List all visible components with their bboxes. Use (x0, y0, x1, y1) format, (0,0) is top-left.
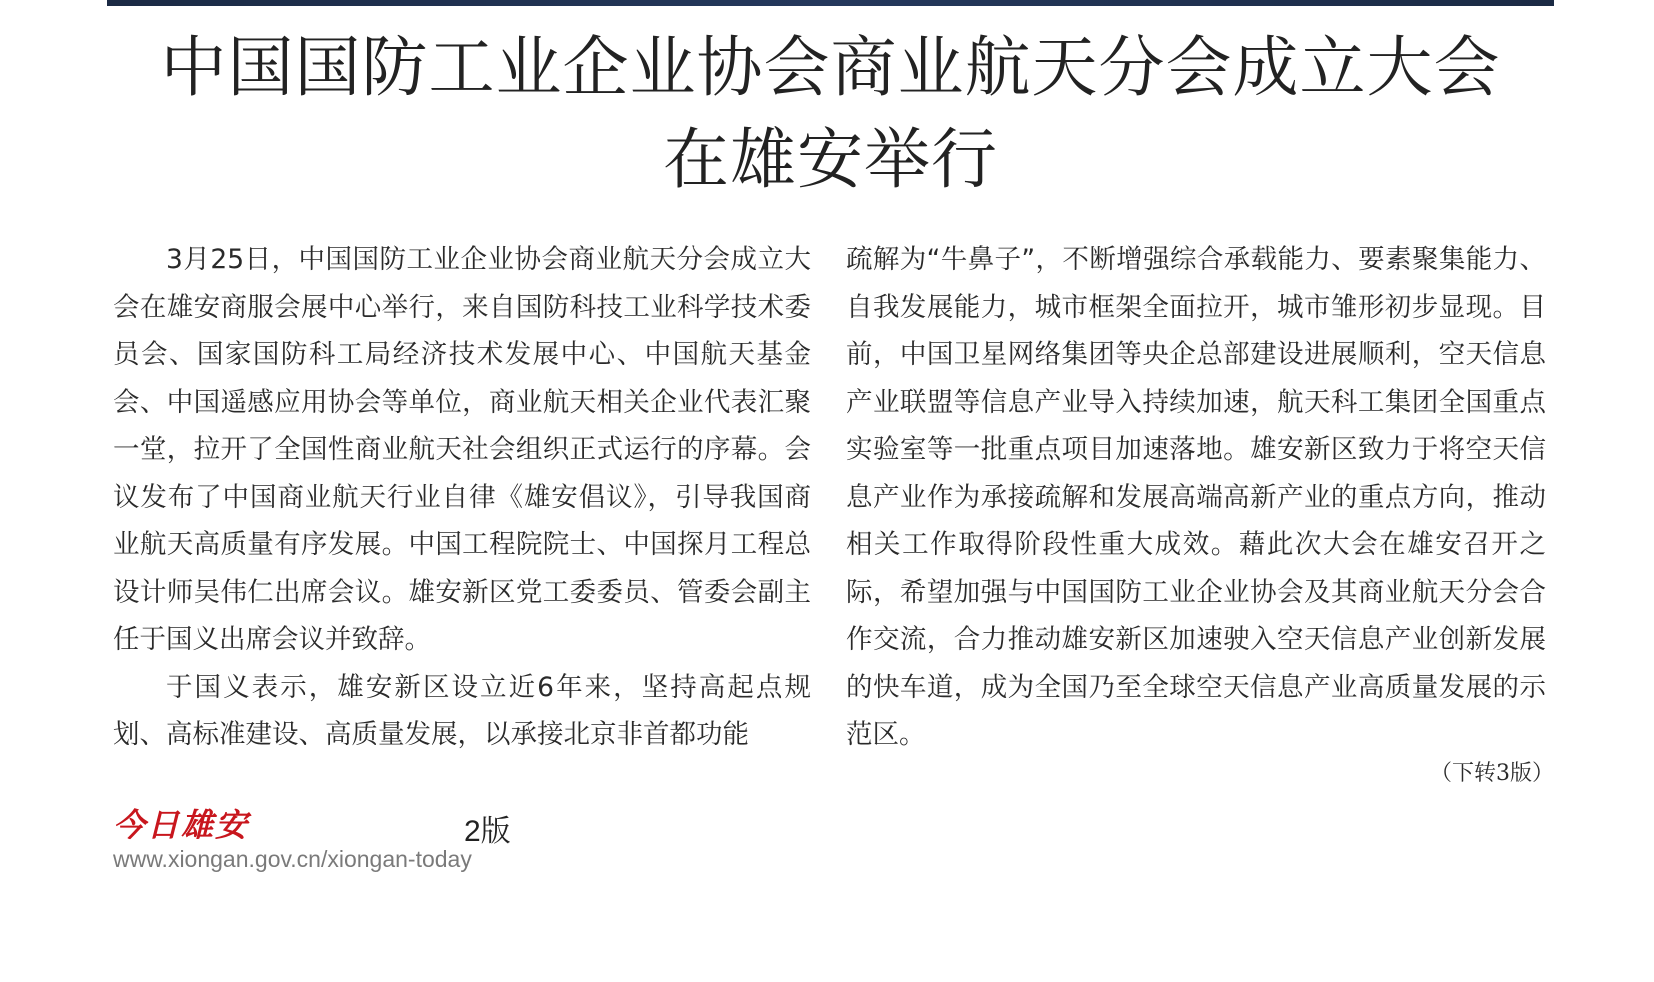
article-column-right (846, 236, 1546, 759)
article-headline (107, 22, 1554, 206)
paragraph-1: 3月25日，中国国防工业企业协会商业航天分会成立大会在雄安商服会展中心举行，来自国防科技工业科学技术委员会、国家国防科工局经济技术发展中心、中国航天基金会、中国遥感应用协会等单位，商业航天相关企业代表汇聚一堂，拉开了全国性商业航天社会组织正式运行的序幕。会议发布了中国商业航天行业自律《雄安倡议》，引导我国商业航天高质量有序发展。中国工程院院士、中国探月工程总设计师吴伟仁出席会议。雄安新区党工委委员、管委会副主任于国义出席会议并致辞。 (113, 244, 811, 655)
paragraph-2-continued: 疏解为“牛鼻子”，不断增强综合承载能力、要素聚集能力、自我发展能力，城市框架全面拉开，城市雏形初步显现。目前，中国卫星网络集团等央企总部建设进展顺利，空天信息产业联盟等信息产业导入持续加速，航天科工集团全国重点实验室等一批重点项目加速落地。雄安新区致力于将空天信息产业作为承接疏解和发展高端高新产业的重点方向，推动相关工作取得阶段性重大成效。藉此次大会在雄安召开之际，希望加强与中国国防工业企业协会及其商业航天分会合作交流，合力推动雄安新区加速驶入空天信息产业创新发展的快车道，成为全国乃至全球空天信息产业高质量发展的示范区。 (846, 244, 1546, 750)
top-rule-bar (107, 0, 1554, 6)
website-url[interactable]: www.xiongan.gov.cn/xiongan-today (113, 846, 472, 872)
article-column-left (113, 236, 811, 759)
continued-on-page-note: （下转3版） (1430, 761, 1554, 786)
newspaper-logo: 今日雄安 (113, 806, 250, 844)
page-number-label: 2版 (464, 815, 511, 848)
headline-line-1: 中国国防工业企业协会商业航天分会成立大会 (160, 29, 1501, 106)
headline-line-2: 在雄安举行 (663, 121, 998, 198)
paragraph-2-start: 于国义表示，雄安新区设立近6年来，坚持高起点规划、高标准建设、高质量发展，以承接北京非首都功能 (113, 671, 811, 750)
